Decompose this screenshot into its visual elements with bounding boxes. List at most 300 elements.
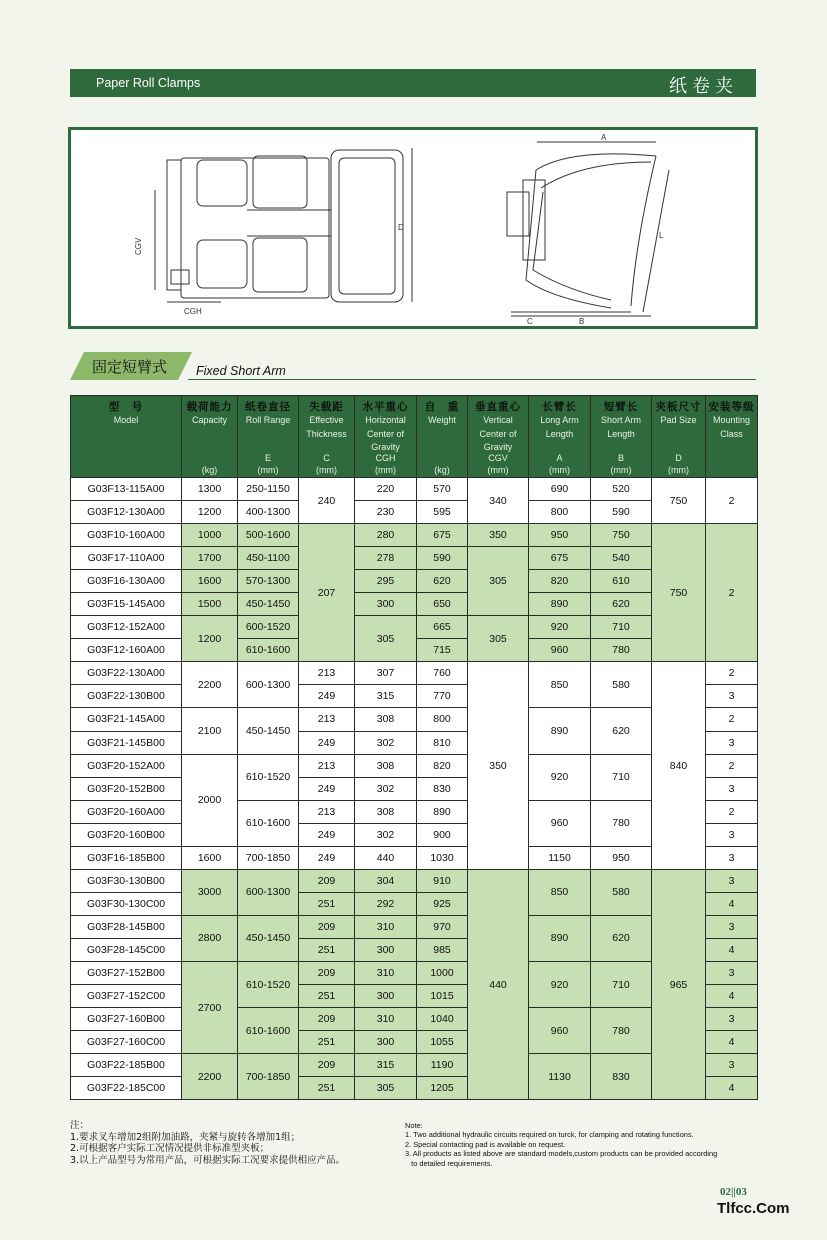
- table-cell: G03F27-152C00: [71, 985, 182, 1008]
- column-unit-line: A: [556, 453, 563, 463]
- table-cell: G03F12-160A00: [71, 639, 182, 662]
- note-en-line: 2. Special contacting pad is available on request.: [405, 1139, 566, 1149]
- column-unit: [182, 464, 237, 476]
- section-rule: [188, 379, 756, 380]
- table-cell: G03F20-160B00: [71, 823, 182, 846]
- column-unit: [355, 452, 416, 476]
- column-header-zh: 型 号: [108, 401, 144, 413]
- table-cell: 3: [706, 731, 758, 754]
- table-body: [71, 478, 758, 1100]
- table-cell: 920: [529, 961, 591, 1007]
- table-cell: 1040: [417, 1008, 468, 1031]
- table-cell: 209: [299, 1054, 355, 1077]
- cgh-label: CGH: [184, 307, 202, 316]
- table-cell: 770: [417, 685, 468, 708]
- table-cell: 675: [417, 524, 468, 547]
- table-cell: G03F10-160A00: [71, 524, 182, 547]
- table-cell: 230: [355, 501, 417, 524]
- table-cell: 249: [299, 777, 355, 800]
- table-cell: 890: [529, 593, 591, 616]
- column-header: [299, 396, 355, 478]
- header-row: [71, 396, 758, 478]
- table-cell: G03F13-115A00: [71, 478, 182, 501]
- table-cell: 302: [355, 823, 417, 846]
- page-number: 02||03: [720, 1186, 747, 1198]
- table-row: [71, 662, 758, 685]
- table-cell: 251: [299, 1077, 355, 1100]
- table-cell: 965: [652, 869, 706, 1099]
- column-header: [182, 396, 238, 478]
- table-cell: 675: [529, 547, 591, 570]
- table-cell: 1600: [182, 846, 238, 869]
- table-cell: 305: [468, 616, 529, 662]
- table-cell: 308: [355, 800, 417, 823]
- table-cell: 3: [706, 777, 758, 800]
- table-cell: 600-1300: [238, 869, 299, 915]
- table-cell: 610-1600: [238, 1008, 299, 1054]
- table-cell: 580: [591, 869, 652, 915]
- table-cell: 570: [417, 478, 468, 501]
- table-cell: 2200: [182, 1054, 238, 1100]
- column-unit-line: (kg): [434, 465, 450, 475]
- column-header: [417, 396, 468, 478]
- section-title-zh: 固定短臂式: [92, 358, 168, 376]
- table-cell: G03F27-160B00: [71, 1008, 182, 1031]
- table-cell: 2000: [182, 754, 238, 846]
- table-cell: 251: [299, 892, 355, 915]
- column-header-zh: 短臂长: [603, 401, 639, 413]
- table-cell: 209: [299, 915, 355, 938]
- column-header-en: Model: [113, 415, 139, 425]
- column-header: [591, 396, 652, 478]
- table-cell: 780: [591, 1008, 652, 1054]
- table-cell: 620: [591, 915, 652, 961]
- table-cell: 3: [706, 1054, 758, 1077]
- table-cell: 400-1300: [238, 501, 299, 524]
- column-header: [238, 396, 299, 478]
- column-header-zh: 纸卷直径: [245, 401, 291, 413]
- column-unit: [238, 452, 298, 476]
- table-cell: 985: [417, 938, 468, 961]
- table-cell: 209: [299, 1008, 355, 1031]
- table-cell: 300: [355, 938, 417, 961]
- column-header-en: Length: [607, 428, 635, 439]
- column-unit: [299, 452, 354, 476]
- table-cell: 340: [468, 478, 529, 524]
- drawing-svg: [71, 130, 755, 326]
- column-header: [71, 396, 182, 478]
- column-header-zh: 失载距: [309, 401, 344, 413]
- table-cell: G03F12-130A00: [71, 501, 182, 524]
- table-cell: 249: [299, 823, 355, 846]
- table-cell: 450-1450: [238, 708, 299, 754]
- table-cell: 620: [591, 593, 652, 616]
- table-cell: G03F12-152A00: [71, 616, 182, 639]
- column-unit: [652, 452, 705, 476]
- column-unit-line: (mm): [257, 465, 279, 475]
- note-zh-line: 2.可根据客户实际工况情况提供非标准型夹板；: [70, 1143, 270, 1154]
- column-header-en: Class: [720, 428, 743, 439]
- table-cell: 1200: [182, 501, 238, 524]
- table-cell: 207: [299, 524, 355, 662]
- site-brand: Tlfcc.Com: [717, 1200, 790, 1217]
- table-cell: 830: [417, 777, 468, 800]
- table-cell: 600-1520: [238, 616, 299, 639]
- table-cell: 890: [529, 708, 591, 754]
- table-cell: G03F28-145B00: [71, 915, 182, 938]
- table-cell: G03F20-152A00: [71, 754, 182, 777]
- table-cell: 3: [706, 685, 758, 708]
- table-cell: 4: [706, 1031, 758, 1054]
- table-cell: 310: [355, 915, 417, 938]
- table-cell: 295: [355, 570, 417, 593]
- column-unit-line: (mm): [610, 465, 632, 475]
- table-cell: 249: [299, 846, 355, 869]
- column-header-en: Length: [545, 428, 574, 439]
- table-cell: G03F22-185B00: [71, 1054, 182, 1077]
- table-cell: 1150: [529, 846, 591, 869]
- table-cell: 710: [591, 754, 652, 800]
- table-cell: 300: [355, 1031, 417, 1054]
- table-cell: 240: [299, 478, 355, 524]
- table-cell: 610-1600: [238, 800, 299, 846]
- table-cell: 610-1520: [238, 961, 299, 1007]
- table-cell: 350: [468, 524, 529, 547]
- table-cell: 750: [652, 524, 706, 662]
- column-unit: [529, 452, 590, 476]
- table-cell: 1190: [417, 1054, 468, 1077]
- table-cell: 304: [355, 869, 417, 892]
- table-cell: G03F22-130B00: [71, 685, 182, 708]
- column-unit-line: (mm): [668, 465, 689, 475]
- column-header-zh: 垂直重心: [475, 401, 521, 413]
- table-cell: G03F16-185B00: [71, 846, 182, 869]
- table-cell: 4: [706, 938, 758, 961]
- column-header-en: Gravity: [483, 442, 513, 452]
- table-cell: 820: [529, 570, 591, 593]
- table-cell: 590: [417, 547, 468, 570]
- table-cell: 302: [355, 731, 417, 754]
- table-cell: 580: [591, 662, 652, 708]
- table-cell: 900: [417, 823, 468, 846]
- table-cell: 1055: [417, 1031, 468, 1054]
- table-cell: 250-1150: [238, 478, 299, 501]
- table-cell: 278: [355, 547, 417, 570]
- table-cell: 810: [417, 731, 468, 754]
- column-unit: [417, 464, 467, 476]
- note-zh-line: 3.以上产品型号为常用产品，可根据实际工况要求提供相应产品。: [70, 1154, 346, 1166]
- table-cell: 4: [706, 985, 758, 1008]
- l-label: L: [659, 231, 664, 240]
- column-unit-line: (mm): [549, 465, 570, 475]
- table-cell: G03F21-145B00: [71, 731, 182, 754]
- column-unit-line: (mm): [375, 465, 396, 475]
- note-zh-line: 注：: [70, 1120, 90, 1131]
- table-cell: 820: [417, 754, 468, 777]
- table-cell: 315: [355, 685, 417, 708]
- table-cell: 251: [299, 1031, 355, 1054]
- column-header-en: Weight: [428, 415, 456, 425]
- table-cell: 249: [299, 685, 355, 708]
- table-cell: 1500: [182, 593, 238, 616]
- table-cell: 700-1850: [238, 1054, 299, 1100]
- title-banner: [70, 69, 756, 97]
- table-cell: 960: [529, 800, 591, 846]
- table-cell: 750: [591, 524, 652, 547]
- table-cell: 890: [529, 915, 591, 961]
- title-en: Paper Roll Clamps: [96, 76, 201, 90]
- table-cell: 715: [417, 639, 468, 662]
- section-title-en: Fixed Short Arm: [196, 364, 286, 378]
- table-cell: 920: [529, 616, 591, 639]
- table-cell: 440: [468, 869, 529, 1099]
- table-cell: 213: [299, 800, 355, 823]
- table-cell: 665: [417, 616, 468, 639]
- column-header-en: Roll Range: [245, 415, 291, 425]
- table-cell: 308: [355, 708, 417, 731]
- table-cell: 1200: [182, 616, 238, 662]
- table-cell: 251: [299, 938, 355, 961]
- table-cell: 840: [652, 662, 706, 869]
- table-cell: 3: [706, 1008, 758, 1031]
- table-cell: 450-1450: [238, 593, 299, 616]
- table-cell: 710: [591, 616, 652, 639]
- table-cell: 305: [355, 616, 417, 662]
- table-cell: G03F21-145A00: [71, 708, 182, 731]
- title-zh: 纸卷夹: [669, 76, 738, 97]
- column-header: [468, 396, 529, 478]
- column-header-zh: 自 重: [424, 401, 460, 413]
- table-cell: 3: [706, 846, 758, 869]
- table-cell: 890: [417, 800, 468, 823]
- table-cell: 213: [299, 708, 355, 731]
- table-cell: 4: [706, 892, 758, 915]
- table-cell: G03F20-152B00: [71, 777, 182, 800]
- cgv-label: CGV: [134, 237, 143, 255]
- column-header-zh: 载荷能力: [186, 401, 233, 413]
- table-cell: 570-1300: [238, 570, 299, 593]
- column-header-zh: 安装等级: [708, 401, 755, 413]
- table-cell: 700-1850: [238, 846, 299, 869]
- table-cell: G03F20-160A00: [71, 800, 182, 823]
- column-header: [652, 396, 706, 478]
- table-row: [71, 869, 758, 892]
- table-cell: 209: [299, 869, 355, 892]
- table-cell: 220: [355, 478, 417, 501]
- column-unit-line: E: [264, 453, 271, 463]
- notes-chinese: [70, 1120, 345, 1166]
- table-cell: 450-1100: [238, 547, 299, 570]
- table-cell: 610-1600: [238, 639, 299, 662]
- table-cell: 292: [355, 892, 417, 915]
- table-cell: 970: [417, 915, 468, 938]
- column-unit-line: CGH: [375, 453, 396, 463]
- table-cell: 595: [417, 501, 468, 524]
- table-cell: 925: [417, 892, 468, 915]
- column-unit-line: (kg): [201, 465, 218, 475]
- table-cell: 750: [652, 478, 706, 524]
- table-cell: 3000: [182, 869, 238, 915]
- table-cell: 310: [355, 1008, 417, 1031]
- column-header-zh: 夹板尺寸: [655, 401, 702, 413]
- table-cell: 1000: [417, 961, 468, 984]
- table-cell: 300: [355, 593, 417, 616]
- table-cell: 440: [355, 846, 417, 869]
- table-cell: 690: [529, 478, 591, 501]
- table-cell: 2: [706, 800, 758, 823]
- table-cell: 610-1520: [238, 754, 299, 800]
- column-unit-line: D: [675, 453, 682, 463]
- column-header-en: Pad Size: [660, 415, 697, 425]
- table-cell: G03F15-145A00: [71, 593, 182, 616]
- note-en-line: Note:: [405, 1121, 423, 1130]
- column-unit-line: (mm): [487, 465, 509, 475]
- table-cell: 2700: [182, 961, 238, 1053]
- table-cell: 800: [417, 708, 468, 731]
- table-cell: 1300: [182, 478, 238, 501]
- table-cell: 800: [529, 501, 591, 524]
- table-cell: 540: [591, 547, 652, 570]
- table-cell: 300: [355, 985, 417, 1008]
- column-unit: [468, 452, 528, 476]
- table-cell: 1130: [529, 1054, 591, 1100]
- table-cell: 305: [468, 547, 529, 616]
- table-cell: 1030: [417, 846, 468, 869]
- table-cell: 2: [706, 524, 758, 662]
- section-header: [70, 352, 756, 382]
- table-cell: 950: [529, 524, 591, 547]
- d-label: D: [398, 223, 404, 232]
- table-cell: 213: [299, 754, 355, 777]
- table-cell: 310: [355, 961, 417, 984]
- column-unit-line: CGV: [488, 453, 508, 463]
- table-cell: 1015: [417, 985, 468, 1008]
- column-header-en: Effective: [309, 415, 344, 425]
- table-cell: 620: [417, 570, 468, 593]
- table-cell: 710: [591, 961, 652, 1007]
- note-en-line: 3. All products as listed above are standard models,custom products can be provided according: [405, 1149, 718, 1159]
- column-header: [355, 396, 417, 478]
- table-cell: 2: [706, 754, 758, 777]
- table-cell: 308: [355, 754, 417, 777]
- table-row: [71, 478, 758, 501]
- column-header-en: Short Arm: [600, 415, 641, 425]
- column-unit-line: C: [323, 453, 330, 463]
- column-header-en: Long Arm: [540, 415, 579, 425]
- column-unit-line: B: [617, 453, 624, 463]
- table-cell: 590: [591, 501, 652, 524]
- spec-table: [70, 395, 758, 1100]
- column-header-zh: 长臂长: [542, 401, 577, 413]
- table-cell: 450-1450: [238, 915, 299, 961]
- table-cell: 910: [417, 869, 468, 892]
- column-header-zh: 水平重心: [362, 401, 409, 413]
- table-cell: 3: [706, 961, 758, 984]
- table-cell: 213: [299, 662, 355, 685]
- table-cell: 960: [529, 1008, 591, 1054]
- table-cell: 1700: [182, 547, 238, 570]
- table-cell: 920: [529, 754, 591, 800]
- table-cell: 960: [529, 639, 591, 662]
- table-cell: 850: [529, 662, 591, 708]
- c-label: C: [527, 317, 533, 326]
- table-cell: G03F30-130B00: [71, 869, 182, 892]
- table-cell: 2: [706, 478, 758, 524]
- b-label: B: [579, 317, 585, 326]
- table-cell: 249: [299, 731, 355, 754]
- table-cell: G03F30-130C00: [71, 892, 182, 915]
- column-header: [706, 396, 758, 478]
- column-unit: [591, 452, 651, 476]
- a-label: A: [601, 133, 607, 142]
- table-cell: 780: [591, 800, 652, 846]
- table-cell: 2100: [182, 708, 238, 754]
- table-cell: 950: [591, 846, 652, 869]
- table-cell: 307: [355, 662, 417, 685]
- table-cell: 830: [591, 1054, 652, 1100]
- note-en-line: to detailed requirements.: [405, 1158, 493, 1168]
- table-cell: 610: [591, 570, 652, 593]
- table-cell: 350: [468, 662, 529, 869]
- table-cell: 600-1300: [238, 662, 299, 708]
- column-header: [529, 396, 591, 478]
- notes-english: [405, 1121, 765, 1168]
- table-cell: 500-1600: [238, 524, 299, 547]
- column-header-en: Thickness: [306, 428, 347, 439]
- table-cell: G03F27-152B00: [71, 961, 182, 984]
- table-cell: 780: [591, 639, 652, 662]
- table-cell: 280: [355, 524, 417, 547]
- table-cell: 302: [355, 777, 417, 800]
- table-cell: 2800: [182, 915, 238, 961]
- table-cell: 850: [529, 869, 591, 915]
- table-cell: 2: [706, 708, 758, 731]
- table-cell: G03F22-185C00: [71, 1077, 182, 1100]
- table-row: [71, 524, 758, 547]
- table-cell: G03F17-110A00: [71, 547, 182, 570]
- table-cell: 1205: [417, 1077, 468, 1100]
- table-cell: 2200: [182, 662, 238, 708]
- table-cell: 520: [591, 478, 652, 501]
- table-cell: 3: [706, 869, 758, 892]
- table-cell: 650: [417, 593, 468, 616]
- note-zh-line: 1.要求叉车增加2组附加油路，夹紧与旋转各增加1组；: [70, 1131, 301, 1143]
- table-cell: 620: [591, 708, 652, 754]
- column-header-en: Horizontal: [365, 415, 406, 425]
- column-header-en: Vertical: [483, 415, 513, 425]
- column-unit-line: (mm): [316, 465, 337, 475]
- table-cell: G03F16-130A00: [71, 570, 182, 593]
- column-header-en: Center of: [366, 428, 405, 439]
- table-cell: 2: [706, 662, 758, 685]
- note-en-line: 1. Two additional hydraulic circuits required on turck, for clamping and rotating functions.: [405, 1130, 694, 1140]
- table-cell: 209: [299, 961, 355, 984]
- technical-drawing: [68, 127, 758, 329]
- table-cell: 4: [706, 1077, 758, 1100]
- table-cell: 3: [706, 823, 758, 846]
- column-header-en: Gravity: [371, 442, 400, 452]
- table-cell: 760: [417, 662, 468, 685]
- column-header-en: Capacity: [191, 415, 227, 425]
- table-cell: G03F27-160C00: [71, 1031, 182, 1054]
- table-cell: 305: [355, 1077, 417, 1100]
- table-cell: G03F22-130A00: [71, 662, 182, 685]
- table-cell: 315: [355, 1054, 417, 1077]
- column-header-en: Center of: [479, 428, 517, 439]
- table-cell: 251: [299, 985, 355, 1008]
- table-cell: 1600: [182, 570, 238, 593]
- table-cell: 1000: [182, 524, 238, 547]
